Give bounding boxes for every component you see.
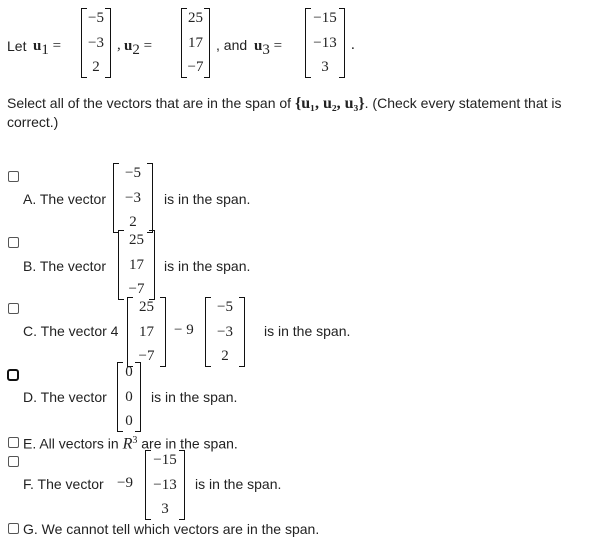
option-f-vector: −15 −13 3 (145, 450, 185, 520)
option-d-vector: 0 0 0 (117, 362, 141, 432)
u3-symbol: $u_3$ = (254, 38, 283, 58)
option-c-operator: − 9 (174, 322, 194, 338)
option-a-checkbox[interactable] (8, 171, 19, 182)
option-e-label: E. All vectors in $R^3$ are in the span. (23, 435, 238, 453)
option-g-checkbox[interactable] (8, 523, 19, 534)
option-c-vector-1: 25 17 −7 (127, 297, 166, 367)
u1-symbol: $u_1$ = (33, 38, 62, 58)
comma: , (117, 37, 121, 53)
option-f-suffix: is in the span. (195, 476, 282, 492)
u3-vector: −15 −13 3 (305, 8, 345, 78)
option-d-suffix: is in the span. (151, 389, 238, 405)
option-b-suffix: is in the span. (164, 258, 251, 274)
option-b-vector: 25 17 −7 (118, 230, 155, 300)
option-g-label: G. We cannot tell which vectors are in the span. (23, 521, 320, 537)
and-label: , and (216, 37, 248, 53)
option-a-suffix: is in the span. (164, 191, 251, 207)
u2-symbol: $u_2$ = (124, 38, 153, 58)
option-e-checkbox[interactable] (8, 437, 19, 448)
option-f-label: F. The vector (23, 476, 104, 492)
option-a-vector: −5 −3 2 (113, 163, 153, 233)
period: . (351, 37, 355, 53)
question-prompt: Select all of the vectors that are in the span of {u₁, u₂, u₃}. (Check every statement that is correct.) (7, 95, 562, 130)
let-label: Let (7, 38, 27, 54)
option-a-label: A. The vector (23, 191, 107, 207)
u1-vector: −5 −3 2 (81, 8, 111, 78)
option-b-label: B. The vector (23, 258, 107, 274)
option-f-checkbox[interactable] (8, 456, 19, 467)
option-d-checkbox[interactable] (7, 369, 19, 381)
option-b-checkbox[interactable] (8, 237, 19, 248)
option-c-suffix: is in the span. (264, 323, 351, 339)
option-d-label: D. The vector (23, 389, 107, 405)
option-c-checkbox[interactable] (8, 303, 19, 314)
option-c-vector-2: −5 −3 2 (205, 297, 245, 367)
option-c-label: C. The vector 4 (23, 323, 119, 339)
option-f-coefficient: −9 (117, 475, 133, 491)
u2-vector: 25 17 −7 (181, 8, 210, 78)
